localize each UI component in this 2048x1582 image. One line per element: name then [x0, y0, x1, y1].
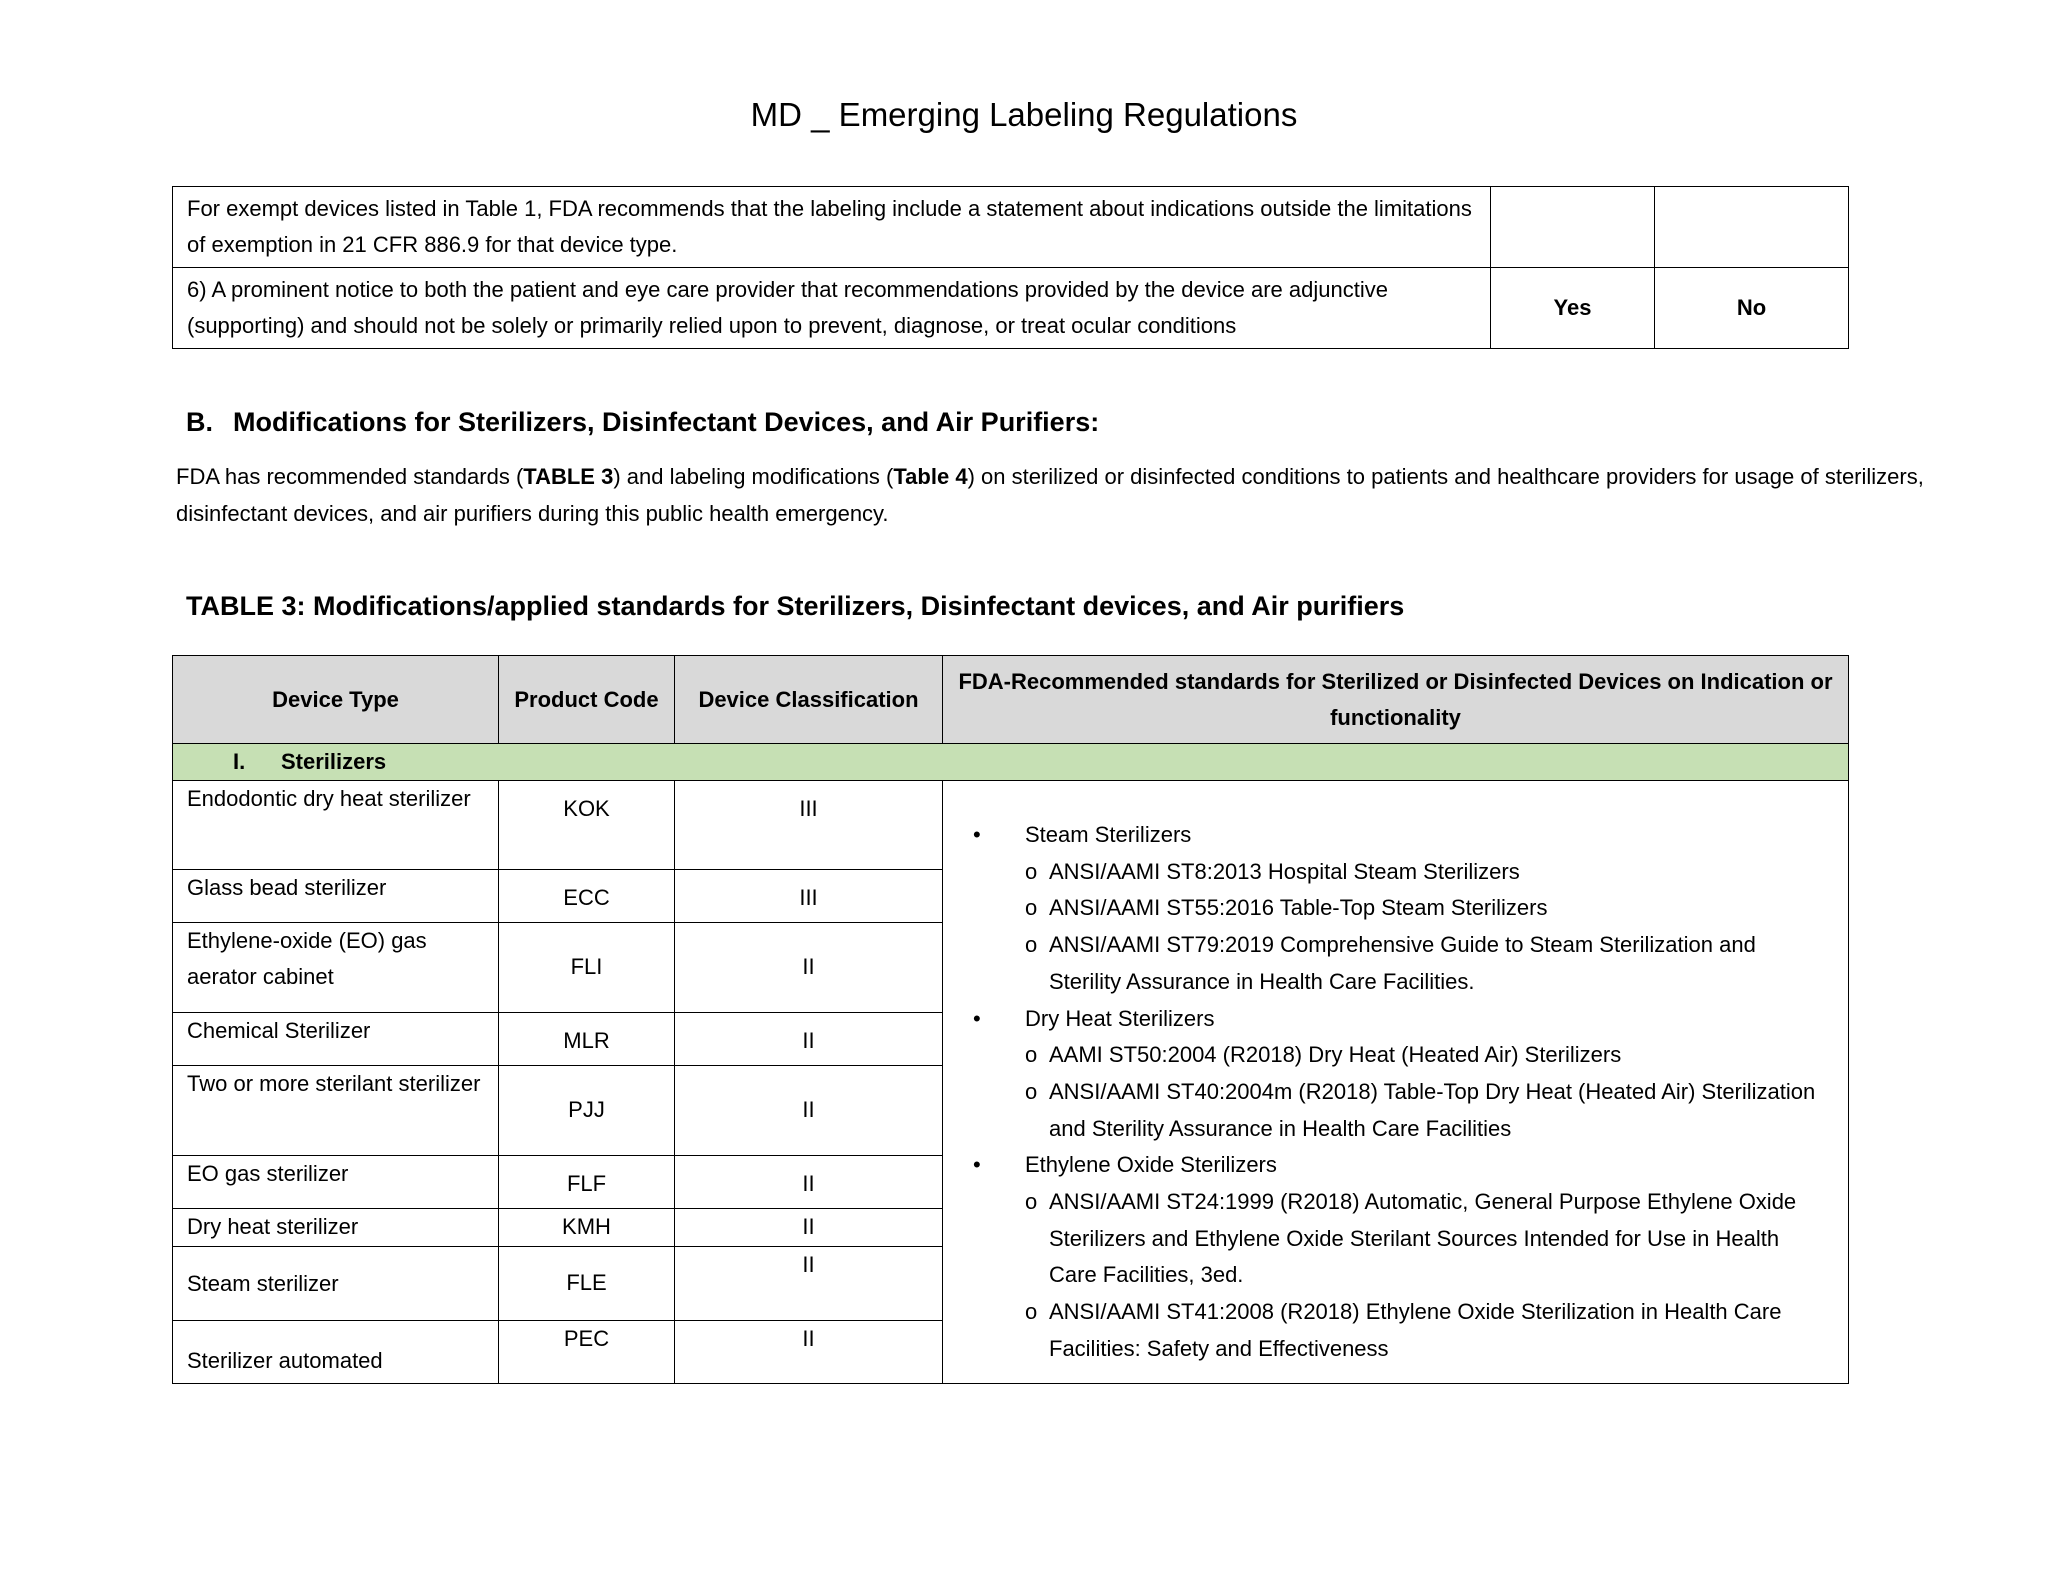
standard-item: ANSI/AAMI ST40:2004m (R2018) Table-Top Dry Heat (Heated Air) Sterilization and Sterility Assurance in Health Care Facilities	[1049, 1078, 1816, 1141]
standard-group-label: Steam Sterilizers	[1025, 822, 1192, 847]
device-type: Steam sterilizer	[173, 1247, 499, 1321]
standard-item: ANSI/AAMI ST8:2013 Hospital Steam Sterilizers	[1049, 858, 1520, 884]
device-type: Dry heat sterilizer	[173, 1209, 499, 1247]
list-item	[1025, 927, 1828, 1000]
column-header-product-code: Product Code	[499, 656, 675, 744]
device-classification: II	[675, 1321, 943, 1384]
product-code: ECC	[499, 870, 675, 923]
table-row	[173, 187, 1849, 268]
standard-item: AAMI ST50:2004 (R2018) Dry Heat (Heated Air) Sterilizers	[1049, 1042, 1622, 1068]
standard-item: ANSI/AAMI ST41:2008 (R2018) Ethylene Oxide Sterilization in Health Care Facilities: Safety and Effectiveness	[1049, 1299, 1782, 1361]
list-item	[1025, 1294, 1828, 1367]
page-title: MD _ Emerging Labeling Regulations	[750, 96, 1298, 133]
device-type: Chemical Sterilizer	[173, 1013, 499, 1066]
group-row	[173, 744, 1849, 781]
standard-group-label: Ethylene Oxide Sterilizers	[1025, 1152, 1277, 1178]
circle-bullet-icon: o	[1025, 858, 1038, 884]
device-classification: III	[675, 870, 943, 923]
device-classification: II	[675, 1156, 943, 1209]
intro-ref-table3: TABLE 3	[523, 464, 614, 489]
list-item	[973, 1001, 1828, 1148]
answer-cell	[1491, 187, 1655, 268]
device-type: Two or more sterilant sterilizer	[173, 1066, 499, 1156]
product-code: PEC	[499, 1321, 675, 1384]
section-heading	[186, 402, 1099, 442]
product-code: MLR	[499, 1013, 675, 1066]
section-letter: B.	[186, 407, 213, 437]
bullet-icon: •	[973, 1152, 981, 1178]
column-header-device-type: Device Type	[173, 656, 499, 744]
list-item	[973, 817, 1828, 1001]
sterilizer-standards-table	[172, 655, 1849, 1384]
column-header-standards: FDA-Recommended standards for Sterilized or Disinfected Devices on Indication or functionality	[943, 656, 1849, 744]
requirement-text: For exempt devices listed in Table 1, FDA recommends that the labeling include a statement about indications outside the limitations of exemption in 21 CFR 886.9 for that device type.	[173, 187, 1491, 268]
device-classification: II	[675, 1013, 943, 1066]
sub-list	[1025, 1037, 1828, 1147]
standard-item: ANSI/AAMI ST79:2019 Comprehensive Guide to Steam Sterilization and Sterility Assurance in Health Care Facilities.	[1049, 932, 1756, 994]
requirement-text: 6) A prominent notice to both the patient and eye care provider that recommendations provided by the device are adjunctive (supporting) and should not be solely or primarily relied upon to prevent, diagnose, or treat ocular conditions	[173, 268, 1491, 349]
list-item	[1025, 854, 1828, 891]
list-item	[1025, 1184, 1828, 1294]
list-item	[1025, 1074, 1828, 1147]
group-number: I.	[233, 749, 246, 774]
standard-item: ANSI/AAMI ST24:1999 (R2018) Automatic, General Purpose Ethylene Oxide Sterilizers and Ethylene Oxide Sterilant Sources Intended for Use in Health Care Facilities, 3ed.	[1049, 1189, 1797, 1288]
table-row	[173, 268, 1849, 349]
circle-bullet-icon: o	[1025, 932, 1038, 958]
column-header-device-classification: Device Classification	[675, 656, 943, 744]
labeling-requirements-table	[172, 186, 1849, 349]
device-classification: II	[675, 1066, 943, 1156]
device-type: Endodontic dry heat sterilizer	[173, 781, 499, 870]
standard-group-label: Dry Heat Sterilizers	[1025, 1005, 1215, 1031]
circle-bullet-icon: o	[1025, 1042, 1038, 1068]
list-item	[973, 1147, 1828, 1367]
product-code: FLE	[499, 1247, 675, 1321]
header-row	[173, 656, 1849, 744]
answer-yes: Yes	[1491, 268, 1655, 349]
circle-bullet-icon: o	[1025, 1299, 1038, 1325]
section-title: Modifications for Sterilizers, Disinfectant Devices, and Air Purifiers:	[233, 407, 1100, 437]
device-classification: III	[675, 781, 943, 870]
circle-bullet-icon: o	[1025, 1189, 1038, 1215]
list-item	[1025, 1037, 1828, 1074]
device-classification: II	[675, 1209, 943, 1247]
intro-ref-table4: Table 4	[893, 464, 968, 489]
group-label	[173, 744, 1849, 781]
bullet-icon: •	[973, 1005, 981, 1031]
table3-title: TABLE 3: Modifications/applied standards for Sterilizers, Disinfectant devices, and Air purifiers	[186, 591, 1405, 621]
list-item	[1025, 890, 1828, 927]
standard-item: ANSI/AAMI ST55:2016 Table-Top Steam Sterilizers	[1049, 895, 1548, 921]
standards-list	[973, 817, 1828, 1368]
circle-bullet-icon: o	[1025, 1078, 1038, 1104]
sub-list	[1025, 1184, 1828, 1368]
product-code: KOK	[499, 781, 675, 870]
device-type: Glass bead sterilizer	[173, 870, 499, 923]
intro-text: ) on sterilized or disinfected conditions to patients and healthcare providers for usage of sterilizers, disinfectant devices, and air purifiers during this public health emergency.	[176, 464, 1924, 526]
sub-list	[1025, 854, 1828, 1001]
device-type: Sterilizer automated	[173, 1321, 499, 1384]
intro-text: FDA has recommended standards (	[176, 464, 524, 489]
device-classification: II	[675, 1247, 943, 1321]
table-row	[173, 781, 1849, 870]
standards-cell	[943, 781, 1849, 1384]
product-code: FLF	[499, 1156, 675, 1209]
answer-no: No	[1655, 268, 1849, 349]
answer-cell	[1655, 187, 1849, 268]
bullet-icon: •	[973, 822, 981, 847]
group-title: Sterilizers	[281, 749, 387, 774]
product-code: PJJ	[499, 1066, 675, 1156]
section-intro	[176, 458, 1936, 532]
product-code: FLI	[499, 923, 675, 1013]
intro-text: ) and labeling modifications (	[613, 464, 894, 489]
circle-bullet-icon: o	[1025, 895, 1038, 921]
product-code: KMH	[499, 1209, 675, 1247]
device-classification: II	[675, 923, 943, 1013]
device-type: EO gas sterilizer	[173, 1156, 499, 1209]
device-type: Ethylene-oxide (EO) gas aerator cabinet	[173, 923, 499, 1013]
